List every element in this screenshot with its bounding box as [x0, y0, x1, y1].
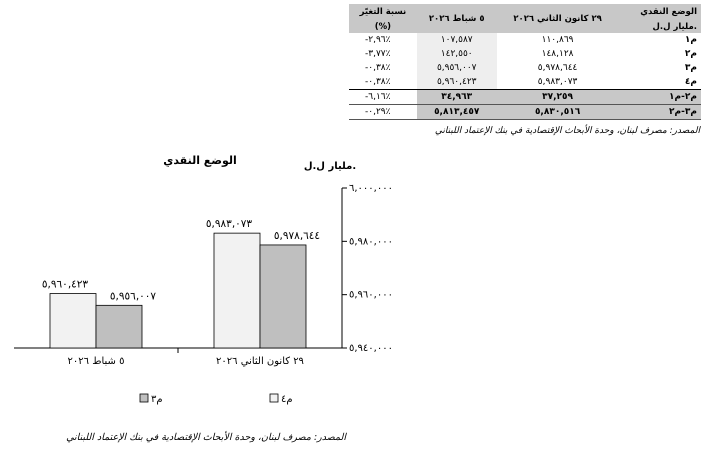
cell-feb: ١٠٧,٥٨٧ [417, 33, 497, 47]
monetary-bar-chart [0, 140, 420, 430]
x-tick-label: ٢٩ كانون الثاني ٢٠٢٦ [216, 356, 304, 367]
legend-label: م٤ [281, 394, 293, 405]
table-source-note: المصدر: مصرف لبنان، وحدة الأبحاث الإقتصادية في بنك الإعتماد اللبناني [434, 126, 700, 136]
y-tick-label: ٥,٩٨٠,٠٠٠ [349, 236, 393, 248]
bar-1-1 [260, 245, 306, 348]
cell-pct: -٠,٣٨٪ [349, 61, 417, 75]
cell-feb: ٥,٨١٣,٤٥٧ [417, 105, 497, 120]
chart-legend [140, 394, 293, 405]
chart-title: الوضع النقدي [163, 154, 237, 167]
monetary-table [349, 4, 701, 120]
row-label: م١ [684, 35, 697, 45]
bar-data-label: ٥,٩٥٦,٠٠٧ [109, 290, 157, 303]
cell-feb: ٥,٩٥٦,٠٠٧ [417, 61, 497, 75]
row-label: م٢ [684, 49, 697, 59]
cell-jan: ٥,٨٣٠,٥١٦ [497, 105, 619, 120]
cell-pct: -٠,٣٨٪ [349, 75, 417, 90]
legend-swatch [140, 394, 148, 402]
bar-1-0 [214, 233, 260, 348]
x-tick-label: ٥ شباط ٢٠٢٦ [67, 356, 125, 367]
bar-0-0 [50, 294, 96, 348]
cell-feb: ٣٤,٩٦٣ [417, 90, 497, 105]
y-tick-label: ٥,٩٤٠,٠٠٠ [349, 343, 393, 354]
bar-data-label: ٥,٩٨٣,٠٧٣ [205, 218, 253, 231]
cell-pct: -٣,٧٧٪ [349, 47, 417, 61]
y-axis-label: مليار ل.ل. [303, 161, 357, 172]
table-row [349, 33, 701, 47]
cell-feb: ٥,٩٦٠,٤٢٣ [417, 75, 497, 90]
header-jan: ٢٩ كانون الثاني ٢٠٢٦ [497, 4, 619, 33]
chart-source-note: المصدر: مصرف لبنان، وحدة الأبحاث الإقتصادية في بنك الإعتماد اللبناني [66, 432, 346, 443]
row-label: م٢-م١ [619, 90, 701, 105]
cell-jan: ٥,٩٨٣,٠٧٣ [497, 75, 619, 90]
bar-data-label: ٥,٩٦٠,٤٢٣ [41, 278, 89, 291]
cell-jan: ٥,٩٧٨,٦٤٤ [497, 61, 619, 75]
cell-feb: ١٤٢,٥٥٠ [417, 47, 497, 61]
table-row [349, 61, 701, 75]
table-row [349, 75, 701, 90]
row-label: م٤ [619, 75, 701, 90]
cell-pct: -٠,٢٩٪ [349, 105, 417, 120]
table-row [349, 47, 701, 61]
y-tick-label: ٥,٩٦٠,٠٠٠ [349, 289, 393, 301]
chart-bars [42, 218, 320, 348]
cell-pct: -٦,١٦٪ [349, 90, 417, 105]
legend-swatch [270, 394, 278, 402]
header-pct-2: (%) [349, 20, 417, 33]
cell-jan: ١٤٨,١٢٨ [497, 47, 619, 61]
row-label: م٣-م٢ [619, 105, 701, 120]
header-label-1: الوضع النقدي [619, 4, 701, 20]
cell-jan: ٣٧,٢٥٩ [497, 90, 619, 105]
table-row-derived [349, 105, 701, 120]
y-tick-label: ٦,٠٠٠,٠٠٠ [349, 183, 393, 194]
bar-0-1 [96, 305, 142, 348]
bar-data-label: ٥,٩٧٨,٦٤٤ [273, 229, 321, 242]
header-label-2: مليار ل.ل. [619, 20, 701, 33]
header-pct-1: نسبة التغيّر [349, 4, 417, 20]
legend-label: م٣ [151, 394, 163, 405]
table-row-derived [349, 90, 701, 105]
cell-pct: -٢,٩٦٪ [349, 33, 417, 47]
header-feb: ٥ شباط ٢٠٢٦ [417, 4, 497, 33]
cell-jan: ١١٠,٨٦٩ [497, 33, 619, 47]
row-label: م٣ [684, 63, 697, 73]
